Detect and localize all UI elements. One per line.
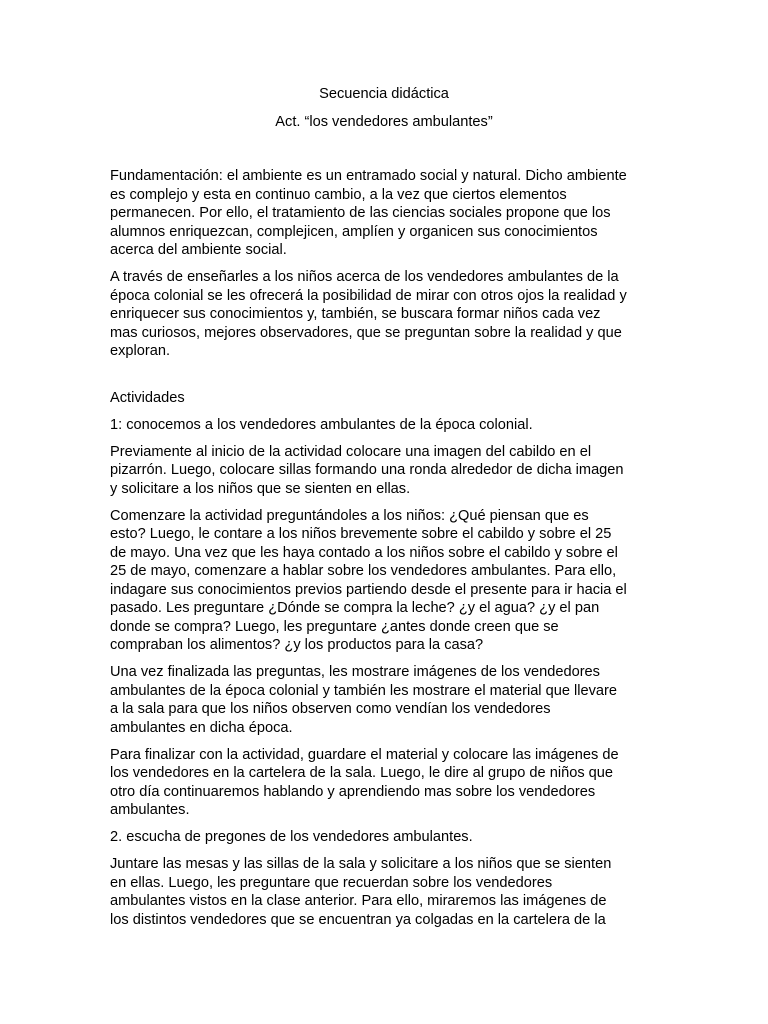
text-line: Comenzare la actividad preguntándoles a los niños: ¿Qué piensan que es <box>110 507 589 524</box>
text-line: 2. escucha de pregones de los vendedores ambulantes. <box>110 829 473 845</box>
text-line: indagare sus conocimientos previos partiendo desde el presente para ir hacia el <box>110 581 627 598</box>
text-line: a la sala para que los niños observen como vendían los vendedores <box>110 701 551 717</box>
text-line: 1: conocemos a los vendedores ambulantes de la época colonial. <box>110 416 533 433</box>
text-line: donde se compra? Luego, les preguntare ¿antes donde creen que se <box>110 618 559 635</box>
document-body <box>110 167 670 938</box>
text-line: 25 de mayo, comenzare a hablar sobre los vendedores ambulantes. Para ello, <box>110 563 617 579</box>
text-line: compraban los alimentos? ¿y los productos para la casa? <box>110 637 484 653</box>
text-line: otro día continuaremos hablando y aprendiendo mas sobre los vendedores <box>110 783 596 800</box>
text-line: ambulantes de la época colonial y también les mostrare el material que llevare <box>110 682 617 699</box>
text-line: pasado. Les preguntare ¿Dónde se compra la leche? ¿y el agua? ¿y el pan <box>110 600 600 616</box>
text-line: Previamente al inicio de la actividad colocare una imagen del cabildo en el <box>110 443 592 460</box>
text-line: ambulantes. <box>110 802 190 818</box>
text-line: los vendedores en la cartelera de la sala. Luego, le dire al grupo de niños que <box>110 765 614 781</box>
document-subtitle: Act. “los vendedores ambulantes” <box>275 114 493 130</box>
text-line: A través de enseñarles a los niños acerca de los vendedores ambulantes de la <box>110 269 619 285</box>
text-line: Para finalizar con la actividad, guardare el material y colocare las imágenes de <box>110 746 619 763</box>
text-line: Juntare las mesas y las sillas de la sala y solicitare a los niños que se sienten <box>110 856 612 872</box>
text-line: alumnos enriquezcan, complejicen, amplíen y organicen sus conocimientos <box>110 223 598 240</box>
text-line: en ellas. Luego, les preguntare que recuerdan sobre los vendedores <box>110 874 553 891</box>
text-line: exploran. <box>110 343 171 359</box>
paragraph-imagenes <box>110 663 670 737</box>
text-line: esto? Luego, le contare a los niños brevemente sobre el cabildo y sobre el 25 <box>110 526 612 542</box>
text-line: mas curiosos, mejores observadores, que se preguntan sobre la realidad y que <box>110 324 622 341</box>
text-line: pizarrón. Luego, colocare sillas formando una ronda alrededor de dicha imagen <box>110 462 624 478</box>
section-heading-actividades <box>110 389 670 408</box>
activity-heading-1 <box>110 416 670 435</box>
paragraph-desarrollo <box>110 507 670 655</box>
activity-heading-2 <box>110 828 670 847</box>
text-line: y solicitare a los niños que se sienten en ellas. <box>110 480 411 497</box>
paragraph-fundamentacion <box>110 167 670 260</box>
text-line: permanecen. Por ello, el tratamiento de las ciencias sociales propone que los <box>110 205 611 221</box>
text-line: enriquecer sus conocimientos y, también, se buscara formar niños cada vez <box>110 306 601 322</box>
paragraph-pregones <box>110 855 670 929</box>
paragraph-cierre <box>110 746 670 820</box>
text-line: Una vez finalizada las preguntas, les mostrare imágenes de los vendedores <box>110 664 600 680</box>
text-line: Actividades <box>110 389 185 406</box>
text-line: ambulantes en dicha época. <box>110 719 293 736</box>
text-line: acerca del ambiente social. <box>110 242 287 258</box>
text-line: es complejo y esta en continuo cambio, a la vez que ciertos elementos <box>110 186 567 203</box>
text-line: de mayo. Una vez que les haya contado a los niños sobre el cabildo y sobre el <box>110 544 618 561</box>
text-line: ambulantes vistos en la clase anterior. Para ello, miraremos las imágenes de <box>110 893 607 909</box>
text-line: Fundamentación: el ambiente es un entramado social y natural. Dicho ambiente <box>110 168 627 184</box>
text-line: los distintos vendedores que se encuentran ya colgadas en la cartelera de la <box>110 911 606 928</box>
document-title: Secuencia didáctica <box>319 86 449 102</box>
paragraph-inicio <box>110 443 670 499</box>
paragraph-proposito <box>110 268 670 361</box>
text-line: época colonial se les ofrecerá la posibilidad de mirar con otros ojos la realidad y <box>110 287 627 304</box>
